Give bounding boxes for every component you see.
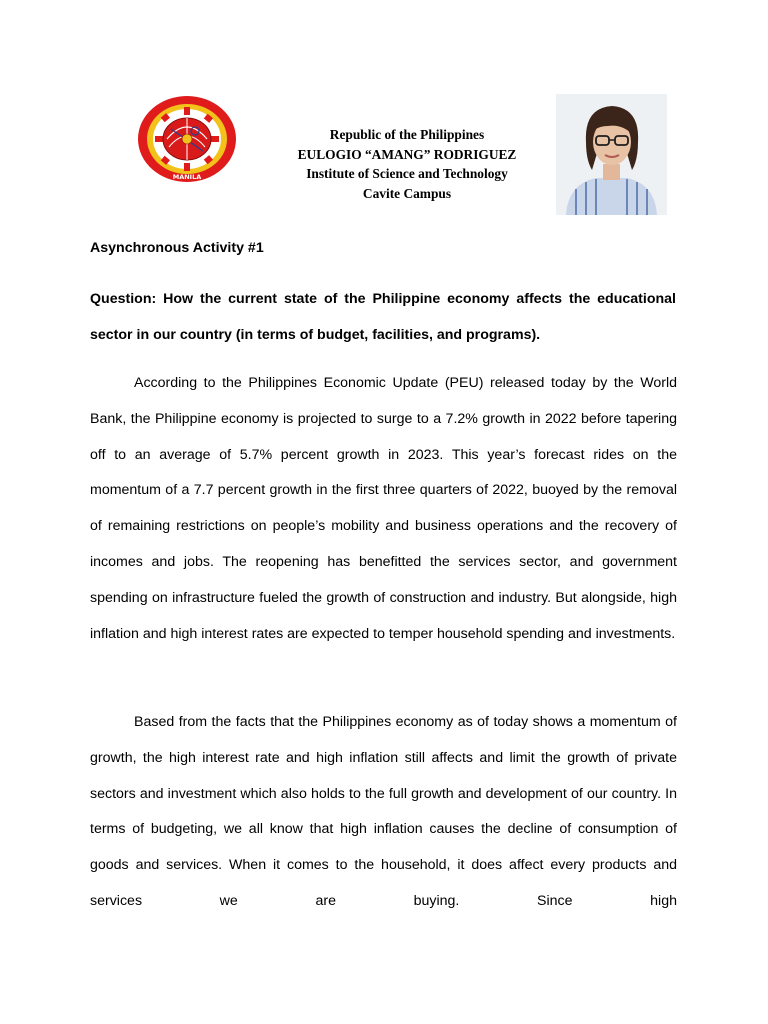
header-line-institute: Institute of Science and Technology [306,166,508,181]
header-line-school-name: EULOGIO “AMANG” RODRIGUEZ [297,146,517,162]
question-text: Question: How the current state of the Philippine economy affects the educational sector in our country (in terms of budget, facilities, and programs). [90,291,676,343]
author-photo [556,94,667,215]
paragraph-1: According to the Philippines Economic Update (PEU) released today by the World Bank, the Philippine economy is projected to surge to a 7.2% growth in 2022 before tapering off to an average of 5.7% percent growth in 2023. This year’s forecast rides on the momentum of a 7.7 percent growth in the first three quarters of 2022, buoyed by the removal of remaining restrictions on people’s mobility and business operations and the recovery of incomes and jobs. The reopening has benefitted the services sector, and government spending on infrastructure fueled the growth of construction and industry. But alongside, high inflation and high interest rates are expected to temper household spending and investments. [90,375,677,642]
paragraph-2: Based from the facts that the Philippines economy as of today shows a momentum of growth, the high interest rate and high inflation still affects and limit the growth of private sectors and investment which also holds to the full growth and development of our country. In terms of budgeting, we all know that high inflation causes the decline of consumption of goods and services. When it comes to the household, it does affect every products and services we are buying. Since high [90,714,677,909]
institution-seal-logo [137,95,237,183]
header-line-republic: Republic of the Philippines [329,127,485,142]
institution-header [270,125,544,203]
activity-title: Asynchronous Activity #1 [90,240,264,256]
seal-bottom-text: MANILA [172,173,202,181]
header-line-campus: Cavite Campus [362,185,452,201]
